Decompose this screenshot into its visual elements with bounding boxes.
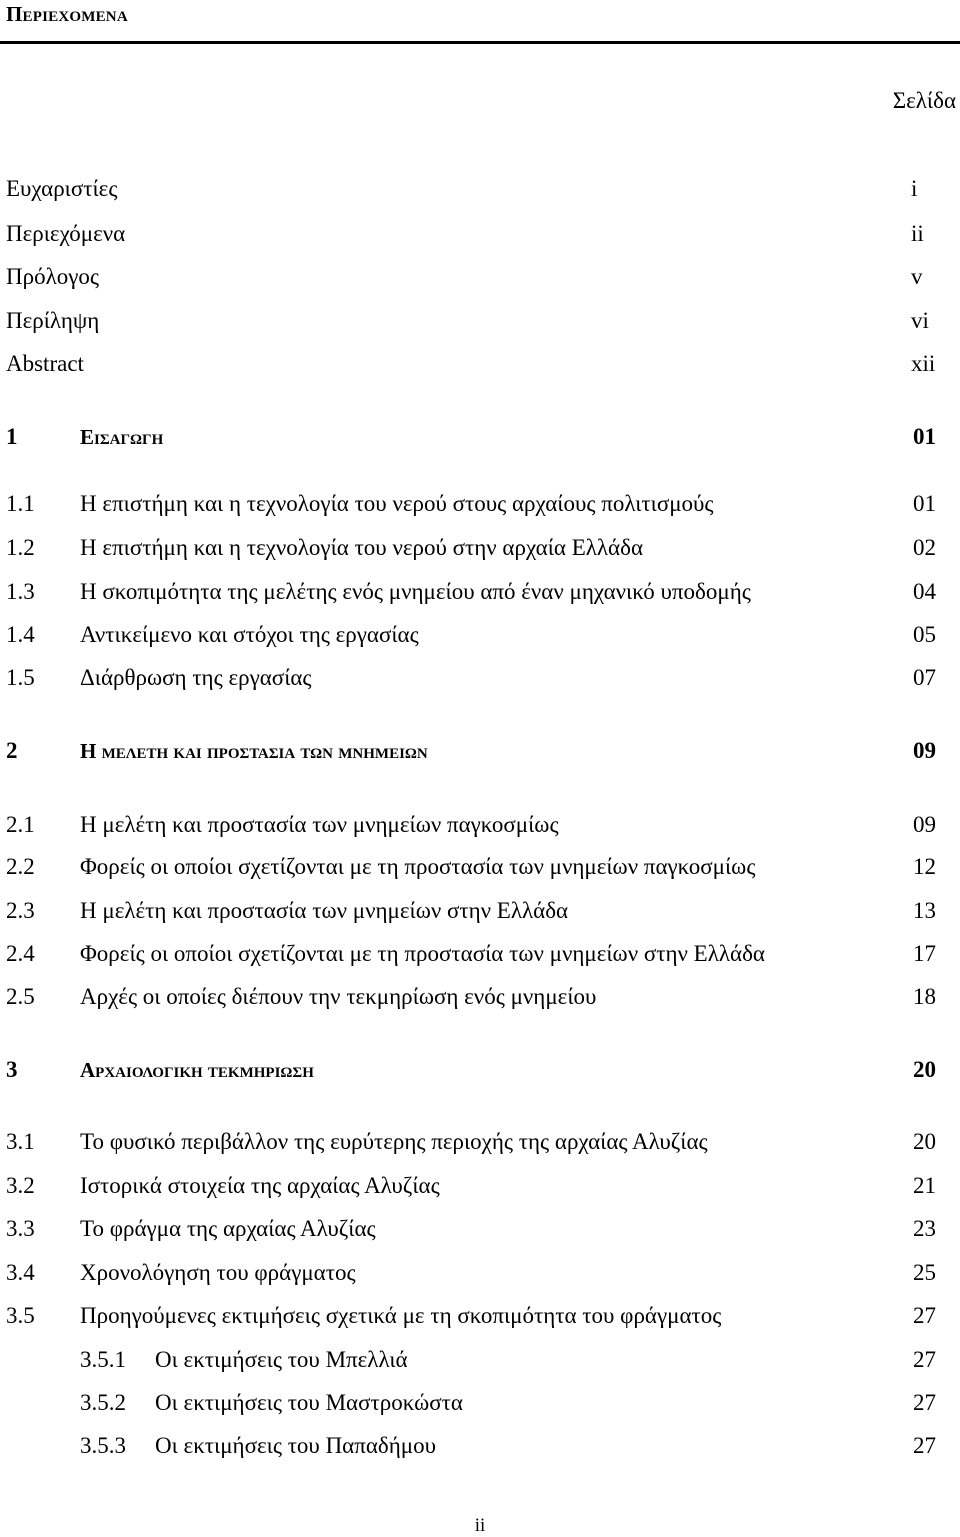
toc-section-entry[interactable] bbox=[0, 896, 960, 926]
toc-section-number: 2.2 bbox=[6, 854, 35, 879]
toc-entry-title: Περίληψη bbox=[6, 308, 100, 333]
toc-section-title: Η επιστήμη και η τεχνολογία του νερού στην αρχαία Ελλάδα bbox=[80, 535, 643, 560]
toc-subsection-number: 3.5.2 bbox=[80, 1390, 126, 1415]
toc-chapter-2[interactable] bbox=[0, 736, 960, 766]
toc-section-title: Η επιστήμη και η τεχνολογία του νερού στους αρχαίους πολιτισμούς bbox=[80, 491, 714, 516]
toc-section-entry[interactable] bbox=[0, 852, 960, 882]
toc-section-page: 23 bbox=[913, 1216, 936, 1241]
toc-section-entry[interactable] bbox=[0, 1214, 960, 1244]
toc-entry-page: i bbox=[911, 176, 918, 201]
toc-section-title: Φορείς οι οποίοι σχετίζονται με τη προστασία των μνημείων στην Ελλάδα bbox=[80, 941, 765, 966]
toc-section-entry[interactable] bbox=[0, 577, 960, 607]
toc-subsection-page: 27 bbox=[913, 1347, 936, 1372]
toc-subsection-entry[interactable] bbox=[0, 1345, 960, 1375]
toc-section-number: 3.2 bbox=[6, 1173, 35, 1198]
toc-section-title: Φορείς οι οποίοι σχετίζονται με τη προστασία των μνημείων παγκοσμίως bbox=[80, 854, 756, 879]
toc-section-entry[interactable] bbox=[0, 663, 960, 693]
toc-section-number: 3.5 bbox=[6, 1303, 35, 1328]
toc-section-number: 3.1 bbox=[6, 1129, 35, 1154]
toc-section-number: 1.3 bbox=[6, 579, 35, 604]
toc-section-title: Το φράγμα της αρχαίας Αλυζίας bbox=[80, 1216, 376, 1241]
toc-entry-front[interactable] bbox=[0, 174, 960, 204]
toc-section-number: 3.4 bbox=[6, 1260, 35, 1285]
toc-section-page: 21 bbox=[913, 1173, 936, 1198]
toc-section-entry[interactable] bbox=[0, 620, 960, 650]
toc-section-page: 05 bbox=[913, 622, 936, 647]
toc-section-entry[interactable] bbox=[0, 489, 960, 519]
toc-subsection-title: Οι εκτιμήσεις του Μαστροκώστα bbox=[155, 1390, 463, 1415]
toc-section-entry[interactable] bbox=[0, 533, 960, 563]
toc-section-page: 02 bbox=[913, 535, 936, 560]
toc-section-entry[interactable] bbox=[0, 982, 960, 1012]
toc-section-title: Χρονολόγηση του φράγματος bbox=[80, 1260, 356, 1285]
page-heading: Περιεχομενα bbox=[6, 2, 128, 26]
toc-entry-title: Abstract bbox=[6, 351, 84, 376]
toc-section-number: 2.4 bbox=[6, 941, 35, 966]
toc-subsection-entry[interactable] bbox=[0, 1431, 960, 1461]
toc-entry-page: v bbox=[911, 264, 923, 289]
toc-section-page: 20 bbox=[913, 1129, 936, 1154]
toc-section-number: 1.4 bbox=[6, 622, 35, 647]
heading-rule bbox=[0, 41, 960, 44]
toc-section-title: Η μελέτη και προστασία των μνημείων στην Ελλάδα bbox=[80, 898, 569, 923]
toc-chapter-title: Εισαγωγη bbox=[80, 425, 164, 449]
page-column-label: Σελίδα bbox=[892, 88, 956, 113]
toc-section-number: 1.1 bbox=[6, 491, 35, 516]
toc-chapter-number: 3 bbox=[6, 1057, 18, 1082]
toc-section-title: Αρχές οι οποίες διέπουν την τεκμηρίωση ενός μνημείου bbox=[80, 984, 597, 1009]
toc-section-entry[interactable] bbox=[0, 939, 960, 969]
toc-entry-front[interactable] bbox=[0, 262, 960, 292]
toc-section-title: Το φυσικό περιβάλλον της ευρύτερης περιοχής της αρχαίας Αλυζίας bbox=[80, 1129, 708, 1154]
toc-chapter-number: 2 bbox=[6, 738, 18, 763]
toc-section-title: Αντικείμενο και στόχοι της εργασίας bbox=[80, 622, 419, 647]
page-number-footer: ii bbox=[474, 1515, 486, 1536]
toc-section-page: 12 bbox=[913, 854, 936, 879]
toc-section-number: 1.5 bbox=[6, 665, 35, 690]
toc-subsection-title: Οι εκτιμήσεις του Μπελλιά bbox=[155, 1347, 408, 1372]
toc-section-page: 04 bbox=[913, 579, 936, 604]
toc-section-page: 27 bbox=[913, 1303, 936, 1328]
toc-section-title: Διάρθρωση της εργασίας bbox=[80, 665, 312, 690]
toc-section-title: Ιστορικά στοιχεία της αρχαίας Αλυζίας bbox=[80, 1173, 440, 1198]
toc-chapter-page: 09 bbox=[913, 738, 936, 763]
toc-section-title: Προηγούμενες εκτιμήσεις σχετικά με τη σκοπιμότητα του φράγματος bbox=[80, 1303, 722, 1328]
toc-section-entry[interactable] bbox=[0, 1127, 960, 1157]
toc-chapter-1[interactable] bbox=[0, 422, 960, 452]
toc-entry-front[interactable] bbox=[0, 349, 960, 379]
toc-section-entry[interactable] bbox=[0, 1171, 960, 1201]
toc-subsection-page: 27 bbox=[913, 1433, 936, 1458]
toc-chapter-page: 01 bbox=[913, 424, 936, 449]
toc-section-page: 07 bbox=[913, 665, 936, 690]
toc-section-title: Η σκοπιμότητα της μελέτης ενός μνημείου από έναν μηχανικό υποδομής bbox=[80, 579, 751, 604]
toc-section-entry[interactable] bbox=[0, 1258, 960, 1288]
toc-chapter-title: Η μελετη και προστασια των μνημειων bbox=[80, 739, 428, 763]
toc-section-number: 2.5 bbox=[6, 984, 35, 1009]
toc-entry-page: ii bbox=[911, 221, 924, 246]
toc-entry-title: Περιεχόμενα bbox=[6, 221, 126, 246]
toc-subsection-page: 27 bbox=[913, 1390, 936, 1415]
toc-section-page: 25 bbox=[913, 1260, 936, 1285]
toc-section-entry[interactable] bbox=[0, 810, 960, 840]
toc-section-entry[interactable] bbox=[0, 1301, 960, 1331]
toc-chapter-title: Αρχαιολογικη τεκμηριωση bbox=[80, 1058, 314, 1082]
toc-entry-title: Ευχαριστίες bbox=[6, 176, 118, 201]
toc-section-page: 09 bbox=[913, 812, 936, 837]
toc-section-page: 01 bbox=[913, 491, 936, 516]
toc-subsection-number: 3.5.3 bbox=[80, 1433, 126, 1458]
toc-subsection-entry[interactable] bbox=[0, 1388, 960, 1418]
toc-chapter-page: 20 bbox=[913, 1057, 936, 1082]
toc-section-number: 1.2 bbox=[6, 535, 35, 560]
toc-chapter-number: 1 bbox=[6, 424, 18, 449]
toc-section-page: 17 bbox=[913, 941, 936, 966]
toc-section-number: 3.3 bbox=[6, 1216, 35, 1241]
toc-entry-title: Πρόλογος bbox=[6, 264, 100, 289]
toc-section-number: 2.1 bbox=[6, 812, 35, 837]
toc-section-page: 18 bbox=[913, 984, 936, 1009]
toc-entry-front[interactable] bbox=[0, 219, 960, 249]
toc-section-title: Η μελέτη και προστασία των μνημείων παγκοσμίως bbox=[80, 812, 559, 837]
toc-entry-front[interactable] bbox=[0, 306, 960, 336]
toc-subsection-title: Οι εκτιμήσεις του Παπαδήμου bbox=[155, 1433, 436, 1458]
toc-section-page: 13 bbox=[913, 898, 936, 923]
toc-chapter-3[interactable] bbox=[0, 1055, 960, 1085]
toc-entry-page: vi bbox=[911, 308, 929, 333]
toc-subsection-number: 3.5.1 bbox=[80, 1347, 126, 1372]
toc-section-number: 2.3 bbox=[6, 898, 35, 923]
toc-entry-page: xii bbox=[911, 351, 936, 376]
